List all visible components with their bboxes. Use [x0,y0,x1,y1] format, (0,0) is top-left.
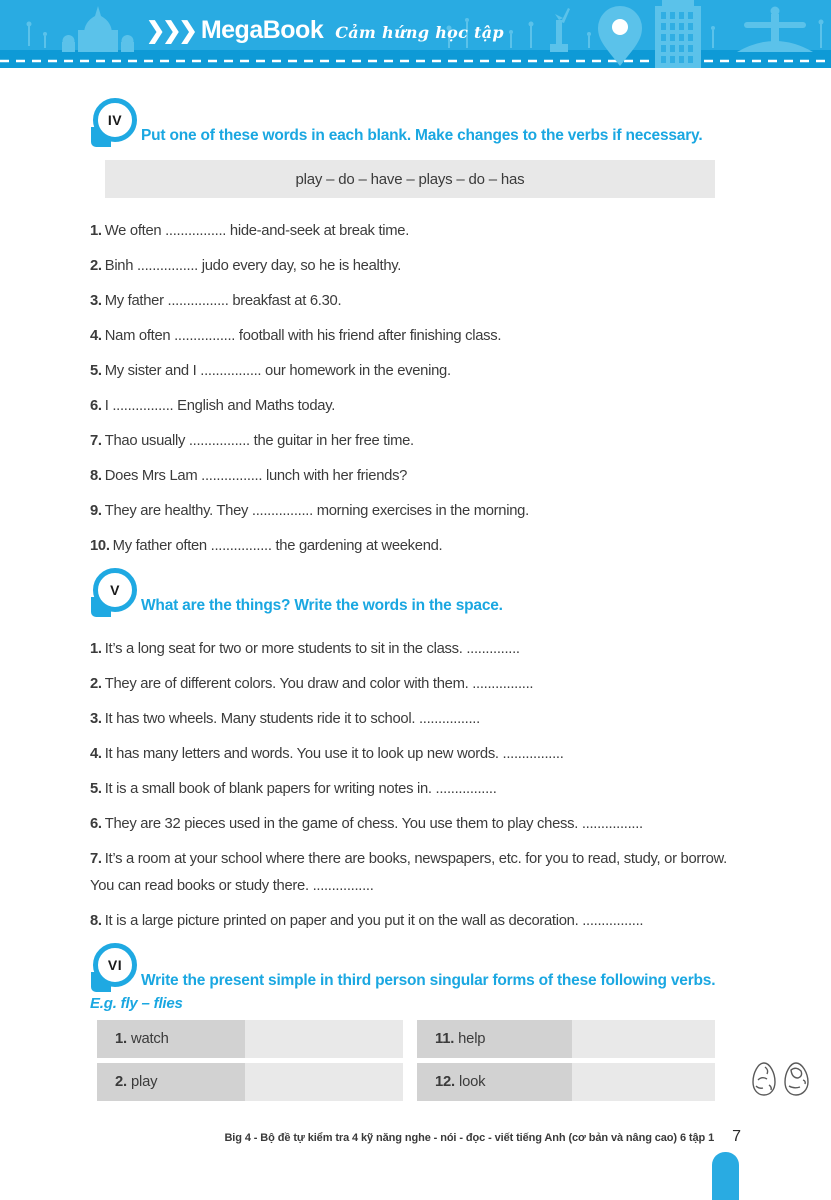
item-number: 3. [90,711,102,727]
page-footer [224,1128,741,1146]
section-iv-badge [90,98,137,148]
verbs-table [97,1020,738,1101]
exercise-item [90,846,738,900]
exercise-item [90,636,738,663]
item-text: It’s a room at your school where there are books, newspapers, etc. for you to read, study, or borrow. You can read books or study there. ................ [90,851,727,894]
item-text: Binh ................ judo every day, so he is healthy. [104,258,402,274]
verb-cell [97,1063,245,1101]
table-row [97,1020,738,1058]
item-text: They are healthy. They ................ morning exercises in the morning. [104,503,529,519]
example-line: E.g. fly – flies [90,995,183,1012]
item-text: My father often ................ the gardening at weekend. [112,538,443,554]
badge-numeral: V [93,568,137,612]
answer-cell [245,1020,403,1058]
item-number: 7. [90,433,102,449]
exercise-item [90,811,738,838]
item-text: My father ................ breakfast at 6.30. [104,293,342,309]
item-text: It’s a long seat for two or more students to sit in the class. .............. [104,641,520,657]
section-v-header [90,568,738,618]
item-number: 7. [90,851,102,867]
logo-text: MegaBook [200,16,324,44]
logo-chevrons-icon: ❯❯❯ [146,17,195,43]
header-banner [0,0,831,68]
cell-number: 11. [435,1031,455,1047]
eggs-doodle-icon [750,1058,812,1103]
exercise-item [90,741,738,768]
exercise-item [90,706,738,733]
item-number: 8. [90,468,102,484]
answer-cell [572,1063,715,1101]
cell-number: 2. [115,1074,127,1090]
exercise-item [90,533,738,560]
section-iv-items [90,218,738,560]
exercise-item [90,288,738,315]
item-number: 9. [90,503,102,519]
item-text: They are 32 pieces used in the game of chess. You use them to play chess. ................ [104,816,643,832]
table-row [97,1063,738,1101]
item-number: 6. [90,816,102,832]
badge-numeral: VI [93,943,137,987]
item-text: Does Mrs Lam ................ lunch with her friends? [104,468,408,484]
answer-cell [245,1063,403,1101]
page-content [90,98,738,1101]
item-text: It has two wheels. Many students ride it to school. ................ [104,711,480,727]
cell-word: help [458,1031,486,1047]
corner-tab-decoration [712,1152,739,1200]
word-bank-box: play – do – have – plays – do – has [105,160,715,198]
page-number: 7 [732,1128,741,1145]
item-text: Thao usually ................ the guitar in her free time. [104,433,414,449]
item-number: 5. [90,781,102,797]
section-v-badge [90,568,137,618]
section-iv-header [90,98,738,148]
cell-word: play [130,1074,158,1090]
item-number: 8. [90,913,102,929]
item-number: 2. [90,258,102,274]
item-text: It is a small book of blank papers for writing notes in. ................ [104,781,497,797]
badge-numeral: IV [93,98,137,142]
exercise-item [90,323,738,350]
exercise-item [90,671,738,698]
cell-number: 1. [115,1031,127,1047]
exercise-item [90,218,738,245]
item-number: 6. [90,398,102,414]
verb-cell [417,1063,572,1101]
answer-cell [572,1020,715,1058]
item-text: My sister and I ................ our homework in the evening. [104,363,451,379]
exercise-item [90,498,738,525]
megabook-logo [146,16,504,45]
item-text: We often ................ hide-and-seek at break time. [104,223,410,239]
item-text: It has many letters and words. You use it to look up new words. ................ [104,746,564,762]
cell-word: watch [130,1031,169,1047]
section-vi-badge [90,943,137,993]
item-number: 5. [90,363,102,379]
item-number: 10. [90,538,110,554]
item-number: 1. [90,223,102,239]
exercise-item [90,253,738,280]
logo-tagline: Cảm hứng học tập [335,23,504,42]
item-text: They are of different colors. You draw and color with them. ................ [104,676,534,692]
item-text: It is a large picture printed on paper and you put it on the wall as decoration. ................ [104,913,644,929]
section-vi-title: Write the present simple in third person singular forms of these following verbs. [141,972,716,989]
exercise-item [90,463,738,490]
verb-cell [417,1020,572,1058]
item-text: Nam often ................ football with his friend after finishing class. [104,328,502,344]
item-number: 2. [90,676,102,692]
exercise-item [90,428,738,455]
item-text: I ................ English and Maths today. [104,398,336,414]
book-title: Big 4 - Bộ đề tự kiểm tra 4 kỹ năng nghe - nói - đọc - viết tiếng Anh (cơ bản và nâng cao) 6 tập 1 [224,1132,715,1144]
section-vi-header [90,943,738,993]
cell-word: look [458,1074,486,1090]
section-v-title: What are the things? Write the words in the space. [141,597,503,614]
exercise-item [90,358,738,385]
exercise-item [90,776,738,803]
exercise-item [90,393,738,420]
item-number: 4. [90,746,102,762]
section-v-items [90,636,738,935]
item-number: 3. [90,293,102,309]
verb-cell [97,1020,245,1058]
item-number: 4. [90,328,102,344]
section-iv-title: Put one of these words in each blank. Make changes to the verbs if necessary. [141,127,703,144]
cell-number: 12. [435,1074,455,1090]
exercise-item [90,908,738,935]
item-number: 1. [90,641,102,657]
